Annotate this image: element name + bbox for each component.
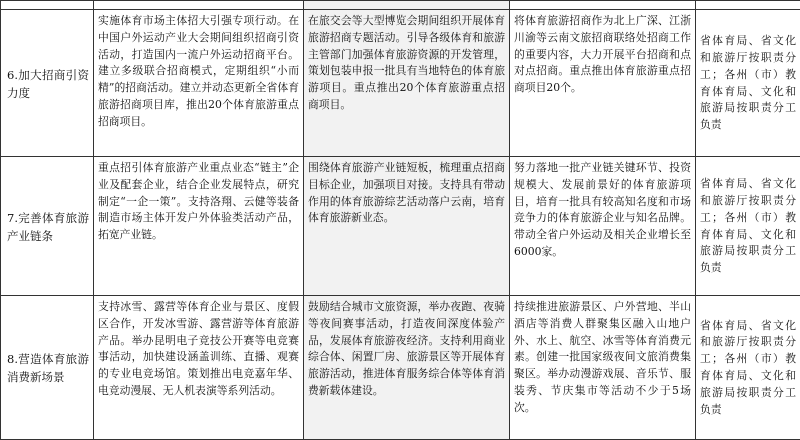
responsible-unit-cell: 省体育局、省文化和旅游厅按职责分工；各州（市）教育体育局、文化和旅游局按职责分工负责 [696, 157, 800, 296]
table-cell [1, 1, 94, 10]
measure-cell-2024: 鼓励结合城市文旅资源，举办夜跑、夜骑等夜间赛事活动，打造夜间深度体验产品，发展体育旅游夜经济。支持利用商业综合体、闲置厂房、旅游景区等开展体育旅游活动，推进体育服务综合体等体育消费新载体建设。 [304, 296, 510, 440]
measure-cell-2025: 将体育旅游招商作为北上广深、江浙川渝等云南文旅招商联络处招商工作的重要内容，大力开展平台招商和点对点招商。重点推出体育旅游重点招商项目20个。 [510, 10, 696, 157]
table-cell [510, 1, 696, 10]
table-top-edge-row [1, 1, 800, 10]
responsible-unit-cell: 省体育局、省文化和旅游厅按职责分工；各州（市）教育体育局、文化和旅游局按职责分工负责 [696, 10, 800, 157]
table-row [1, 296, 800, 440]
table-row [1, 10, 800, 157]
measure-cell-2024: 在旅交会等大型博览会期间组织开展体育旅游招商专题活动。引导各级体育和旅游主管部门加强体育旅游资源的开发管理，策划包装申报一批具有当地特色的体育旅游项目。重点推出20个体育旅游重点招商项目。 [304, 10, 510, 157]
table-cell [696, 1, 800, 10]
measure-cell-2023: 实施体育市场主体招大引强专项行动。在中国户外运动产业大会期间组织招商引资活动，打造国内一流户外运动招商平台。建立多级联合招商模式，定期组织“小而精”的招商活动。建立并动态更新全省体育旅游招商项目库，推出20个体育旅游重点招商项目。 [94, 10, 304, 157]
table-row [1, 157, 800, 296]
measure-cell-2025: 持续推进旅游景区、户外营地、半山酒店等消费人群聚集区融入山地户外、水上、航空、冰雪等体育消费元素。创建一批国家级夜间文旅消费集聚区。举办动漫游戏展、音乐节、服装秀、节庆集市等活动不少于5场次。 [510, 296, 696, 440]
task-name-cell: 8.营造体育旅游消费新场景 [1, 296, 94, 440]
responsible-unit-cell: 省体育局、省文化和旅游厅按职责分工；各州（市）教育体育局、文化和旅游局按职责分工负责 [696, 296, 800, 440]
task-name-cell: 6.加大招商引资力度 [1, 10, 94, 157]
measure-cell-2023: 支持冰雪、露营等体育企业与景区、度假区合作，开发冰雪游、露营游等体育旅游产品。举办昆明电子竞技公开赛等电竞赛事活动，加快建设涵盖训练、直播、观赛的专业电竞场馆。策划推出电竞嘉年华、电竞动漫展、无人机表演等系列活动。 [94, 296, 304, 440]
table-cell [304, 1, 510, 10]
task-name-cell: 7.完善体育旅游产业链条 [1, 157, 94, 296]
table-cell [94, 1, 304, 10]
measure-cell-2023: 重点招引体育旅游产业重点业态“链主”企业及配套企业，结合企业发展特点，研究制定“一企一策”。支持洛翔、云健等装备制造市场主体开发户外体验类活动产品，拓宽产业链。 [94, 157, 304, 296]
measure-cell-2024: 围绕体育旅游产业链短板，梳理重点招商目标企业，加强项目对接。支持具有带动作用的体育旅游综艺活动落户云南，培育体育旅游新业态。 [304, 157, 510, 296]
measure-cell-2025: 努力落地一批产业链关键环节、投资规模大、发展前景好的体育旅游项目，培育一批具有较高知名度和市场竞争力的体育旅游企业与知名品牌。带动全省户外运动及相关企业增长至6000家。 [510, 157, 696, 296]
